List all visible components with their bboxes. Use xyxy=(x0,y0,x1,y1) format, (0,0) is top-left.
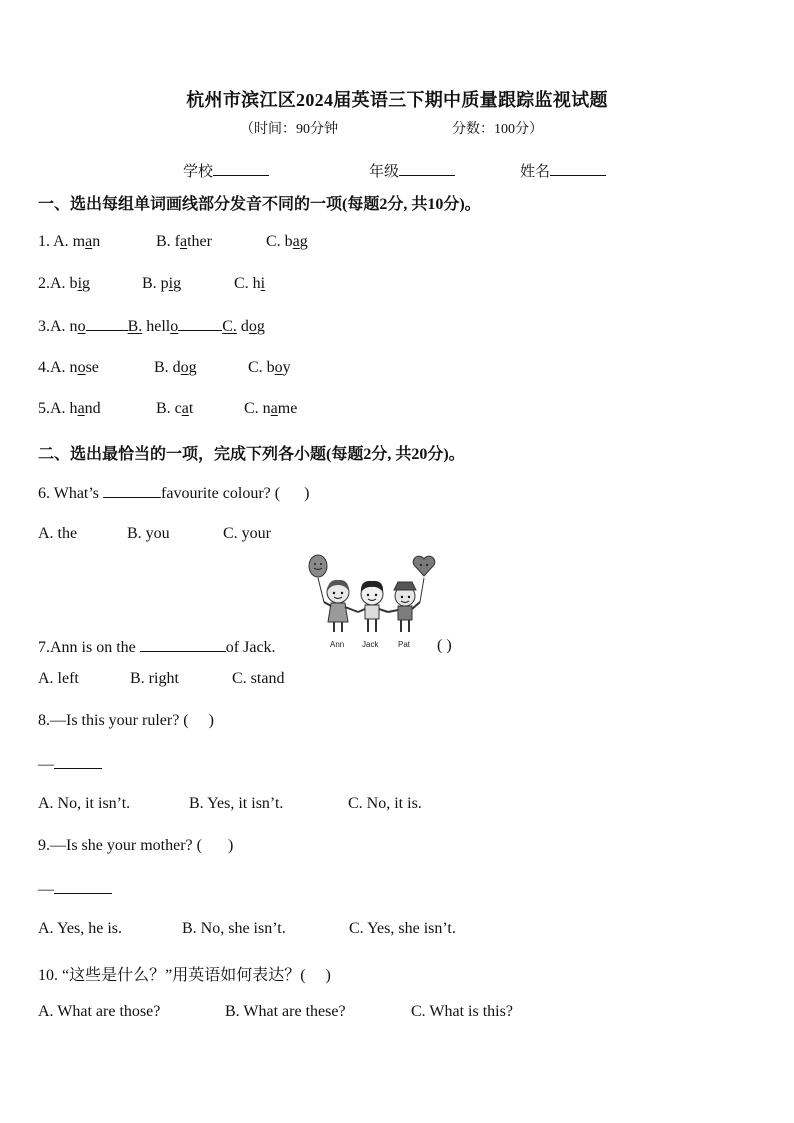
question-stem-rest: favourite colour? ( xyxy=(161,485,281,502)
option-a-rest: nd xyxy=(84,400,101,417)
option-c-text: d xyxy=(236,318,249,335)
school-field[interactable] xyxy=(183,160,269,181)
underlined-letter: a xyxy=(77,400,85,417)
dash: — xyxy=(38,756,54,773)
option-a-rest: g xyxy=(82,275,91,292)
option-c-rest: y xyxy=(282,359,291,376)
page-title: 杭州市滨江区2024届英语三下期中质量跟踪监视试题 xyxy=(186,90,608,110)
option-a[interactable]: A. left xyxy=(38,670,79,687)
question-8 xyxy=(38,712,214,730)
balloon-eye xyxy=(426,564,428,566)
option-b[interactable]: B. right xyxy=(130,670,179,687)
option-c[interactable]: C. stand xyxy=(232,670,285,687)
name-label-jack: Jack xyxy=(362,640,379,649)
option-c[interactable]: C. No, it is. xyxy=(348,795,422,812)
heart-balloon-icon xyxy=(413,556,435,576)
option-a[interactable]: A. What are those? xyxy=(38,1003,161,1020)
underlined-letter: o xyxy=(180,359,189,376)
name-field[interactable] xyxy=(520,160,606,181)
question-number: 2. xyxy=(38,275,50,292)
balloon-eye xyxy=(420,564,422,566)
option-c-rest: me xyxy=(277,400,298,417)
paren-close: ) xyxy=(208,712,214,729)
option-c[interactable]: C. your xyxy=(223,525,271,542)
question-3 xyxy=(38,317,265,336)
paren-close: ) xyxy=(227,837,234,854)
grade-label: 年级 xyxy=(369,164,400,180)
option-c[interactable]: C. What is this? xyxy=(411,1003,513,1020)
question-9 xyxy=(38,837,233,855)
underlined-letter: i xyxy=(77,275,83,292)
option-b-label[interactable]: B. xyxy=(127,318,143,335)
underlined-letter: o xyxy=(248,318,257,335)
reply-line xyxy=(38,754,102,774)
option-c-text: C. b xyxy=(248,359,275,376)
underlined-letter: a xyxy=(270,400,278,417)
question-stem: 6. What’s xyxy=(38,485,104,502)
option-b[interactable]: B. Yes, it isn’t. xyxy=(189,795,284,812)
school-blank[interactable] xyxy=(213,161,269,176)
option-c[interactable]: C. Yes, she isn’t. xyxy=(349,920,456,937)
question-stem: 8.—Is this your ruler? ( xyxy=(38,712,189,729)
answer-blank[interactable] xyxy=(54,754,102,769)
option-b-text: B. d xyxy=(154,359,181,376)
question-5-option-b[interactable] xyxy=(156,400,193,418)
answer-blank[interactable] xyxy=(103,483,161,498)
question-stem: 10. “这些是什么？”用英语如何表达？( xyxy=(38,967,306,984)
question-number: 3. xyxy=(38,318,50,335)
option-a-rest: se xyxy=(85,359,99,376)
name-label-ann: Ann xyxy=(330,640,345,649)
option-a[interactable]: A. the xyxy=(38,525,78,542)
question-stem: 7.Ann is on the xyxy=(38,639,140,656)
option-a-text: A. m xyxy=(53,233,86,250)
score-info: 分数：100分） xyxy=(452,122,543,137)
question-2 xyxy=(38,275,90,293)
question-stem-rest: of Jack. xyxy=(225,639,276,656)
name-blank[interactable] xyxy=(550,161,606,176)
question-5-option-c[interactable] xyxy=(244,400,297,418)
option-a-text: A. b xyxy=(50,275,78,292)
option-c-label[interactable]: C. xyxy=(222,318,237,335)
option-b-rest: g xyxy=(188,359,197,376)
option-c-rest: g xyxy=(299,233,308,250)
option-c-rest: g xyxy=(256,318,265,335)
name-label: 姓名 xyxy=(520,164,551,180)
time-info: （时间：90分钟 xyxy=(240,122,338,137)
underlined-letter: i xyxy=(260,275,266,292)
question-4-option-c[interactable] xyxy=(248,359,291,377)
paren-close: ) xyxy=(304,485,310,502)
underlined-letter: o xyxy=(274,359,283,376)
underlined-letter: a xyxy=(85,233,93,250)
balloon-eye xyxy=(320,563,322,565)
underline-gap xyxy=(86,317,128,331)
paren-close: ) xyxy=(325,967,331,984)
option-c-text: C. b xyxy=(266,233,293,250)
option-c-text: C. h xyxy=(234,275,261,292)
option-b-text: B. c xyxy=(156,400,182,417)
dash: — xyxy=(38,881,54,898)
underlined-letter: i xyxy=(168,275,174,292)
section-1-heading: 一、选出每组单词画线部分发音不同的一项(每题2分, 共10分)。 xyxy=(38,196,481,213)
question-6 xyxy=(38,483,309,503)
option-b[interactable]: B. What are these? xyxy=(225,1003,346,1020)
balloon-string xyxy=(420,578,424,602)
question-1-option-b[interactable] xyxy=(156,233,212,251)
underlined-letter: o xyxy=(77,359,86,376)
option-b-rest: t xyxy=(188,400,194,417)
question-number: 5. xyxy=(38,400,50,417)
option-a[interactable]: A. Yes, he is. xyxy=(38,920,123,937)
child-pat xyxy=(388,582,420,632)
question-number: 1. xyxy=(38,233,54,250)
underlined-letter: o xyxy=(170,318,179,335)
question-number: 4. xyxy=(38,359,50,376)
option-a-text: A. n xyxy=(50,318,78,335)
children-holding-hands-picture xyxy=(306,552,440,654)
underlined-letter: a xyxy=(292,233,300,250)
question-4 xyxy=(38,359,99,377)
question-4-option-b[interactable] xyxy=(154,359,197,377)
grade-blank[interactable] xyxy=(399,161,455,176)
balloon-string xyxy=(318,578,324,602)
option-b-text: hell xyxy=(142,318,171,335)
answer-blank[interactable] xyxy=(54,879,112,894)
option-b-rest: g xyxy=(173,275,182,292)
question-10 xyxy=(38,962,331,985)
section-2-heading: 二、选出最恰当的一项，完成下列各小题(每题2分, 共20分)。 xyxy=(38,446,465,463)
option-a-text: A. h xyxy=(50,400,78,417)
question-1 xyxy=(38,233,100,251)
underline-gap xyxy=(178,317,222,331)
school-label: 学校 xyxy=(183,164,214,180)
balloon-eye xyxy=(314,563,316,565)
option-b-rest: ther xyxy=(187,233,212,250)
option-b[interactable]: B. you xyxy=(127,525,170,542)
underlined-letter: o xyxy=(77,318,86,335)
question-5 xyxy=(38,400,101,418)
name-label-pat: Pat xyxy=(398,640,411,649)
answer-blank[interactable] xyxy=(140,637,226,652)
question-stem: 9.—Is she your mother? ( xyxy=(38,837,202,854)
grade-field[interactable] xyxy=(369,160,455,181)
answer-paren[interactable]: ( ) xyxy=(437,637,452,654)
child-ann xyxy=(324,580,358,632)
underlined-letter: a xyxy=(181,400,189,417)
child-jack xyxy=(358,581,388,632)
question-1-option-c[interactable] xyxy=(266,233,308,251)
option-a[interactable]: A. No, it isn’t. xyxy=(38,795,131,812)
reply-line xyxy=(38,879,112,899)
option-a-rest: n xyxy=(92,233,101,250)
option-c-text: C. n xyxy=(244,400,271,417)
question-2-option-b[interactable] xyxy=(142,275,181,293)
option-b[interactable]: B. No, she isn’t. xyxy=(182,920,286,937)
option-b-text: B. f xyxy=(156,233,180,250)
question-2-option-c[interactable] xyxy=(234,275,265,293)
underlined-letter: a xyxy=(180,233,188,250)
balloon-icon xyxy=(309,555,327,577)
question-7 xyxy=(38,637,276,657)
option-a-text: A. n xyxy=(50,359,78,376)
option-b-text: B. p xyxy=(142,275,169,292)
